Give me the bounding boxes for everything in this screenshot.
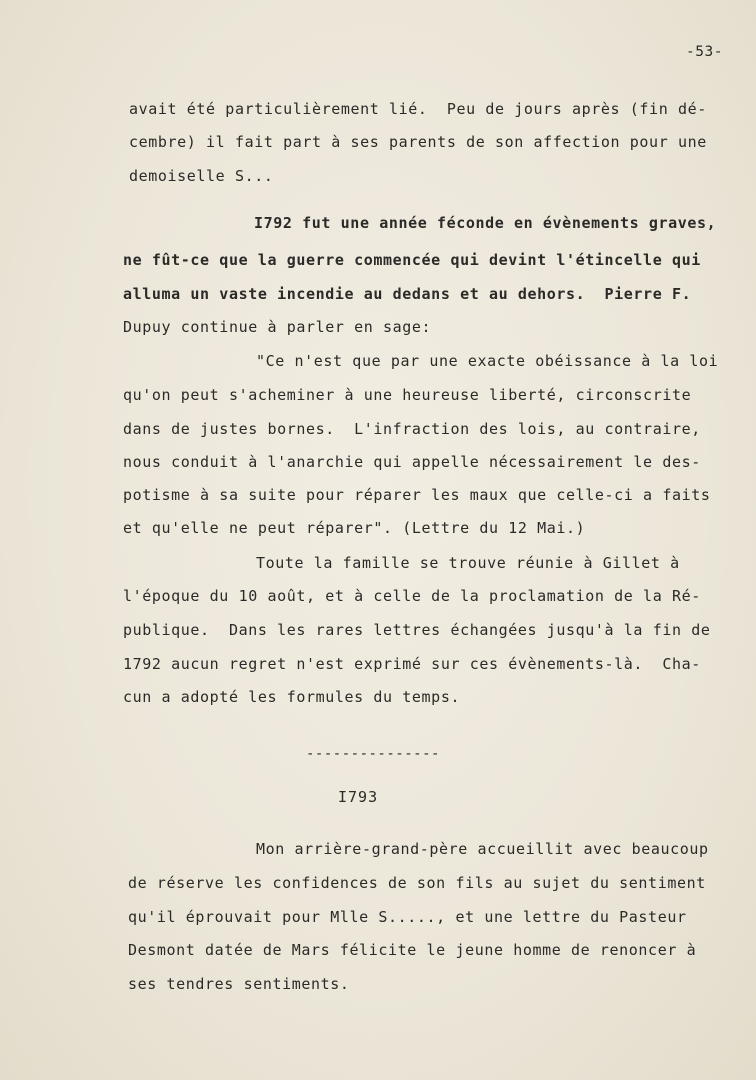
text-line: cembre) il fait part à ses parents de son affection pour une (129, 133, 707, 151)
text-line: potisme à sa suite pour réparer les maux que celle-ci a faits (123, 486, 711, 504)
text-line: Mon arrière-grand-père accueillit avec beaucoup (256, 840, 709, 858)
text-line: l'époque du 10 août, et à celle de la proclamation de la Ré- (123, 587, 701, 605)
text-line: I792 fut une année féconde en évènements graves, (254, 214, 717, 232)
text-line: Dupuy continue à parler en sage: (123, 318, 432, 336)
text-line: qu'on peut s'acheminer à une heureuse liberté, circonscrite (123, 386, 692, 404)
text-line: nous conduit à l'anarchie qui appelle nécessairement le des- (123, 453, 701, 471)
section-heading: I793 (338, 788, 379, 806)
text-line: avait été particulièrement lié. Peu de jours après (fin dé- (129, 100, 707, 118)
text-line: dans de justes bornes. L'infraction des lois, au contraire, (123, 420, 701, 438)
section-separator: --------------- (306, 746, 440, 762)
text-line: de réserve les confidences de son fils au sujet du sentiment (128, 874, 706, 892)
text-line: Toute la famille se trouve réunie à Gillet à (256, 554, 680, 572)
text-line: demoiselle S... (129, 167, 274, 185)
page-number: -53- (686, 44, 723, 60)
text-line: 1792 aucun regret n'est exprimé sur ces évènements-là. Cha- (123, 655, 701, 673)
text-line: "Ce n'est que par une exacte obéissance à la loi (256, 352, 719, 370)
text-line: cun a adopté les formules du temps. (123, 688, 461, 706)
text-line: publique. Dans les rares lettres échangées jusqu'à la fin de (123, 621, 711, 639)
text-line: Desmont datée de Mars félicite le jeune homme de renoncer à (128, 941, 697, 959)
text-line: qu'il éprouvait pour Mlle S....., et une lettre du Pasteur (128, 908, 687, 926)
text-line: alluma un vaste incendie au dedans et au dehors. Pierre F. (123, 285, 692, 303)
text-line: et qu'elle ne peut réparer". (Lettre du 12 Mai.) (123, 519, 586, 537)
text-line: ses tendres sentiments. (128, 975, 350, 993)
text-line: ne fût-ce que la guerre commencée qui devint l'étincelle qui (123, 251, 701, 269)
